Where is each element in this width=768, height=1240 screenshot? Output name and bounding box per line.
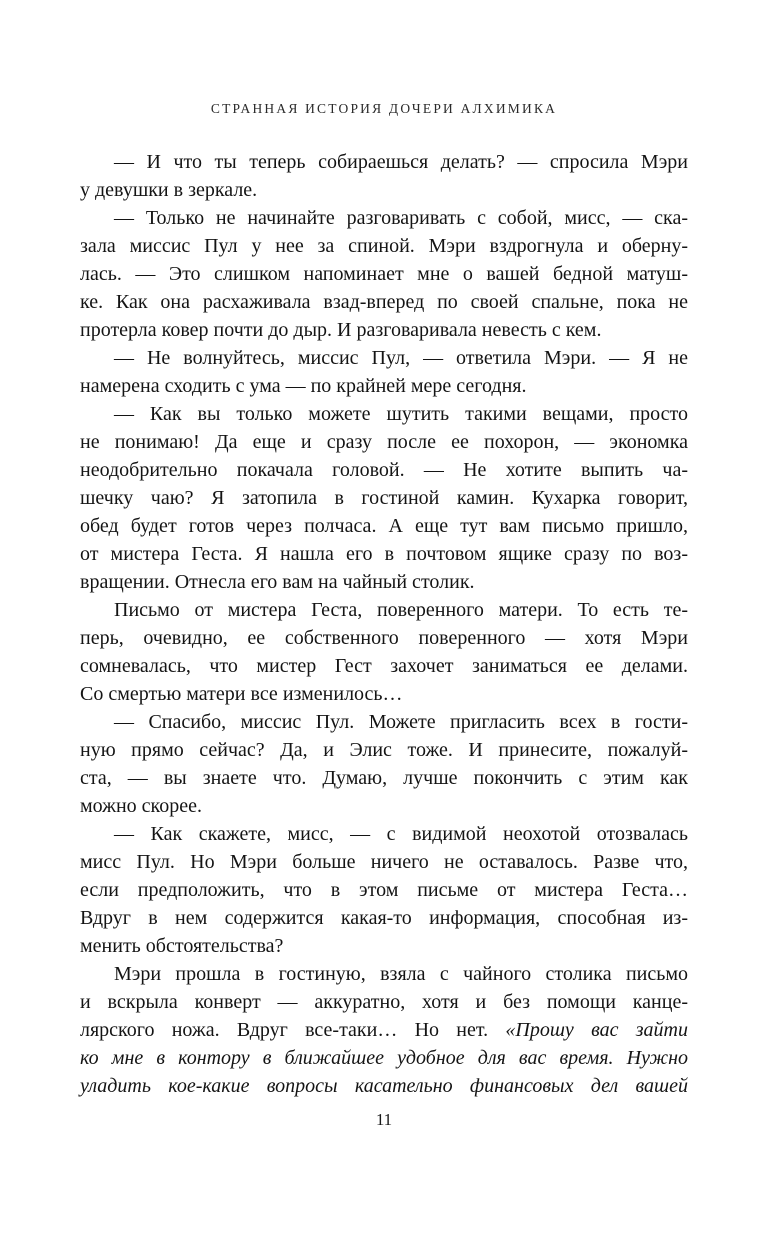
text-line: менить обстоятельства? (80, 935, 284, 957)
text-line (80, 1072, 688, 1100)
text-line: обед будет готов через полчаса. А еще тут вам письмо пришло, (80, 515, 688, 537)
text-line: шечку чаю? Я затопила в гостиной камин. Кухарка говорит, (80, 487, 688, 509)
text-line: сомневалась, что мистер Гест захочет заниматься ее делами. (80, 655, 688, 677)
text-line: у девушки в зеркале. (80, 179, 258, 201)
text-line: зала миссис Пул у нее за спиной. Мэри вздрогнула и оберну- (80, 235, 688, 257)
paragraph (80, 400, 688, 596)
text-line: Письмо от мистера Геста, поверенного матери. То есть те- (114, 599, 688, 621)
text-line: Мэри прошла в гостиную, взяла с чайного столика письмо (114, 963, 688, 985)
paragraph (80, 708, 688, 820)
text-line: и вскрыла конверт — аккуратно, хотя и без помощи канце- (80, 991, 688, 1013)
text-block (80, 148, 688, 1100)
regular-text: лярского ножа. Вдруг все-таки… Но нет. (80, 1019, 506, 1041)
text-line: перь, очевидно, ее собственного поверенного — хотя Мэри (80, 627, 688, 649)
italic-text: уладить кое-какие вопросы касательно финансовых дел вашей (80, 1075, 688, 1097)
paragraph (80, 820, 688, 960)
text-line: — Как вы только можете шутить такими вещами, просто (114, 403, 688, 425)
text-line: — Только не начинайте разговаривать с собой, мисс, — ска- (114, 207, 688, 229)
paragraph (80, 204, 688, 344)
text-line: от мистера Геста. Я нашла его в почтовом ящике сразу по воз- (80, 543, 688, 565)
text-line: ке. Как она расхаживала взад-вперед по своей спальне, пока не (80, 291, 688, 313)
paragraph (80, 960, 688, 1100)
text-line: — Не волнуйтесь, миссис Пул, — ответила Мэри. — Я не (114, 347, 688, 369)
text-line: — Спасибо, миссис Пул. Можете пригласить всех в гости- (114, 711, 688, 733)
paragraph (80, 344, 688, 400)
text-line: — Как скажете, мисс, — с видимой неохотой отозвалась (114, 823, 688, 845)
text-line: протерла ковер почти до дыр. И разговаривала невесть с кем. (80, 319, 602, 341)
text-line: мисс Пул. Но Мэри больше ничего не оставалось. Разве что, (80, 851, 688, 873)
italic-text: «Прошу вас зайти (505, 1019, 688, 1041)
text-line: ную прямо сейчас? Да, и Элис тоже. И принесите, пожалуй- (80, 739, 688, 761)
text-line (80, 1044, 688, 1072)
text-line: намерена сходить с ума — по крайней мере сегодня. (80, 375, 527, 397)
paragraph (80, 148, 688, 204)
text-line: вращении. Отнесла его вам на чайный столик. (80, 571, 475, 593)
running-header: СТРАННАЯ ИСТОРИЯ ДОЧЕРИ АЛХИМИКА (210, 101, 558, 116)
text-line (80, 1016, 688, 1044)
text-line: Со смертью матери все изменилось… (80, 683, 403, 705)
text-line: Вдруг в нем содержится какая-то информация, способная из- (80, 907, 688, 929)
text-line: не понимаю! Да еще и сразу после ее похорон, — экономка (80, 431, 688, 453)
text-line: неодобрительно покачала головой. — Не хотите выпить ча- (80, 459, 688, 481)
text-line: — И что ты теперь собираешься делать? — спросила Мэри (114, 151, 688, 173)
text-line: лась. — Это слишком напоминает мне о вашей бедной матуш- (80, 263, 688, 285)
page-number: 11 (375, 1110, 393, 1129)
text-line: можно скорее. (80, 795, 203, 817)
paragraph (80, 596, 688, 708)
text-line: ста, — вы знаете что. Думаю, лучше покончить с этим как (80, 767, 688, 789)
text-line: если предположить, что в этом письме от мистера Геста… (80, 879, 688, 901)
italic-text: ко мне в контору в ближайшее удобное для вас время. Нужно (80, 1047, 688, 1069)
